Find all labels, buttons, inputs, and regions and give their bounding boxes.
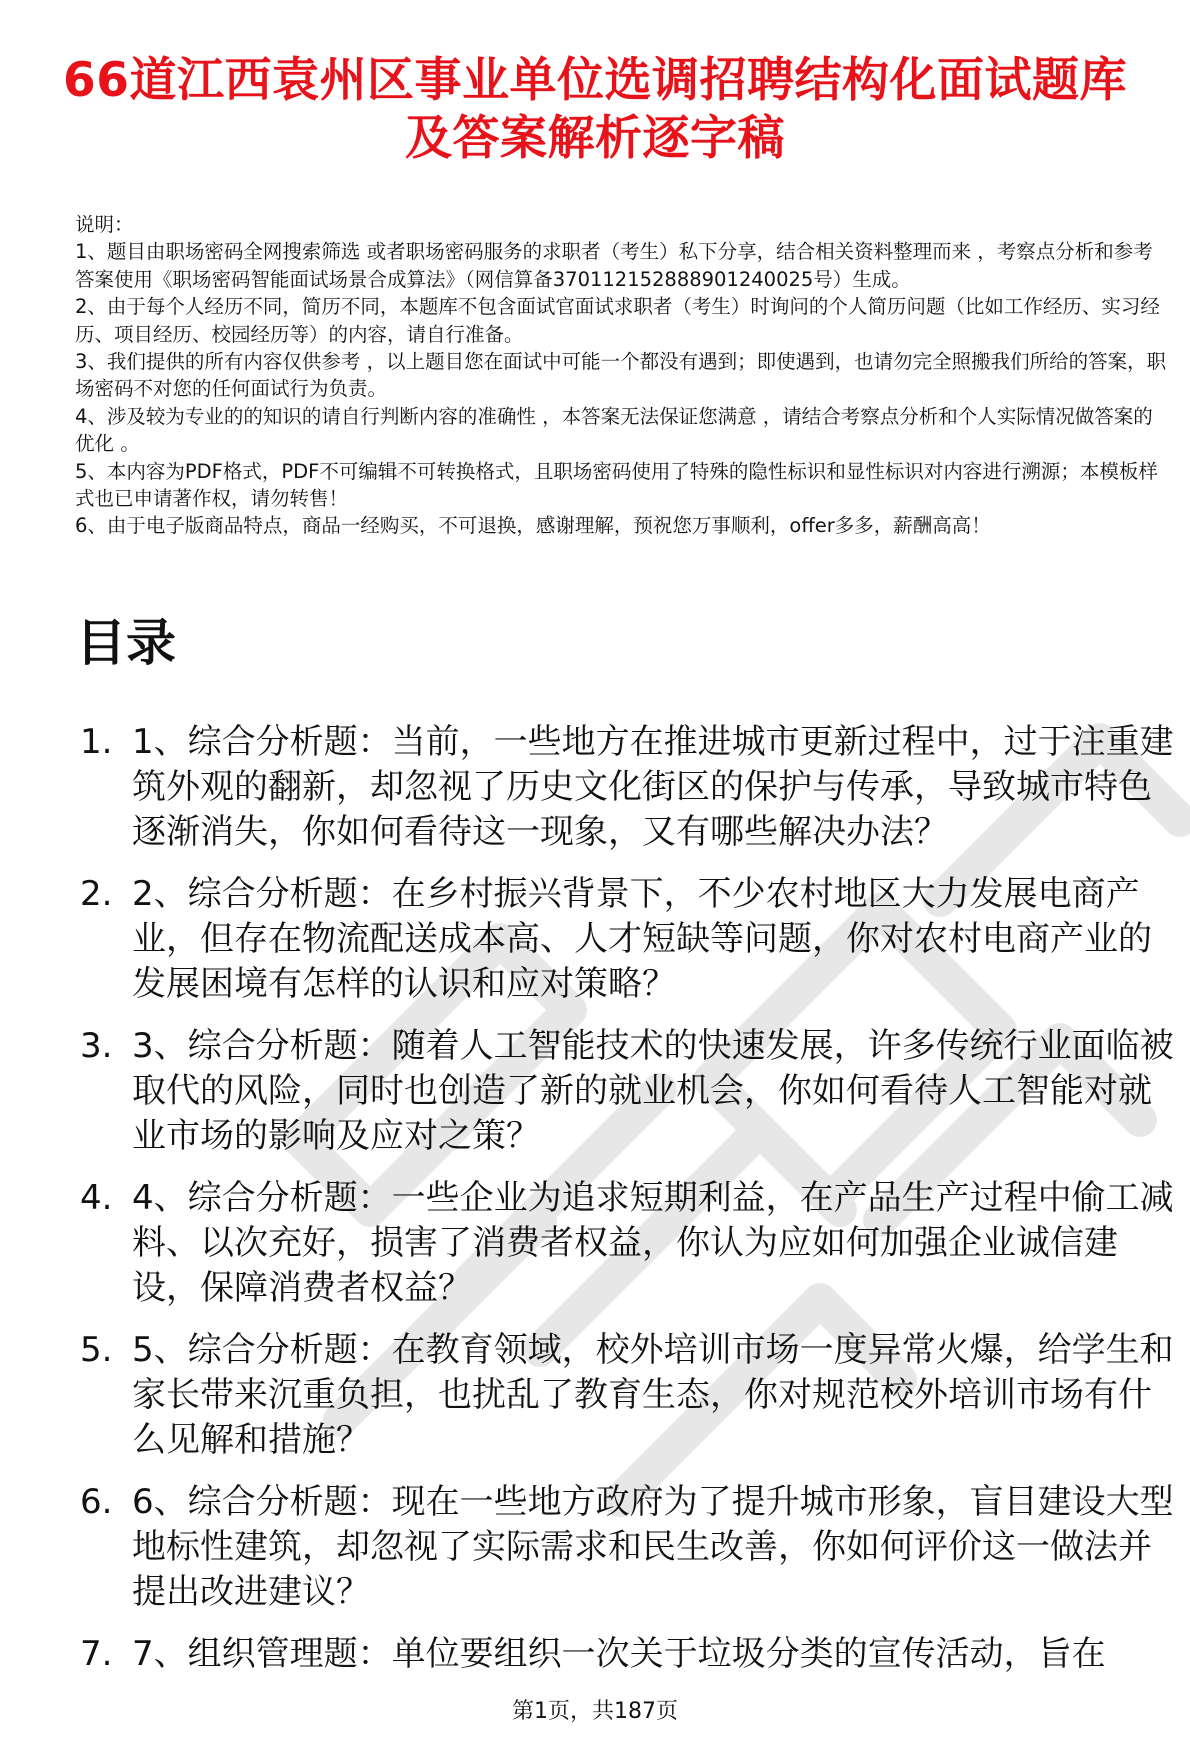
toc-item-number: 2.	[80, 874, 113, 914]
toc-item-text: 4、综合分析题：一些企业为追求短期利益，在产品生产过程中偷工减料、以次充好，损害了消费者权益，你认为应如何加强企业诚信建设，保障消费者权益？	[132, 1178, 1174, 1308]
document-title: 66道江西袁州区事业单位选调招聘结构化面试题库及答案解析逐字稿	[63, 53, 1127, 166]
toc-item[interactable]	[76, 1480, 1176, 1615]
toc-item-text: 5、综合分析题：在教育领域，校外培训市场一度异常火爆，给学生和家长带来沉重负担，也扰乱了教育生态，你对规范校外培训市场有什么见解和措施？	[132, 1330, 1174, 1460]
toc-item-text: 7、组织管理题：单位要组织一次关于垃圾分类的宣传活动，旨在	[132, 1634, 1106, 1674]
toc-heading: 目录	[76, 614, 176, 672]
toc-item-number: 3.	[80, 1026, 113, 1066]
note-item-5: 5、本内容为PDF格式，PDF不可编辑不可转换格式，且职场密码使用了特殊的隐性标识和显性标识对内容进行溯源；本模板样式也已申请著作权，请勿转售！	[75, 459, 1158, 511]
toc-item-number: 5.	[80, 1330, 113, 1370]
toc-item-number: 7.	[80, 1634, 113, 1674]
note-item-6: 6、由于电子版商品特点，商品一经购买，不可退换，感谢理解，预祝您万事顺利，offer多多，薪酬高高！	[75, 514, 991, 538]
toc-item[interactable]	[76, 1176, 1176, 1311]
note-item-3: 3、我们提供的所有内容仅供参考 ，以上题目您在面试中可能一个都没有遇到；即使遇到，也请勿完全照搬我们所给的答案，职场密码不对您的任何面试行为负责。	[75, 350, 1167, 401]
note-item-2: 2、由于每个人经历不同，简历不同，本题库不包含面试官面试求职者（考生）时询问的个人简历问题（比如工作经历、实习经历、项目经历、校园经历等）的内容，请自行准备。	[75, 295, 1160, 346]
toc-item-text: 3、综合分析题：随着人工智能技术的快速发展，许多传统行业面临被取代的风险，同时也创造了新的就业机会，你如何看待人工智能对就业市场的影响及应对之策？	[132, 1026, 1174, 1156]
notes-heading: 说明：	[75, 213, 134, 236]
note-item-1: 1、题目由职场密码全网搜索筛选 或者职场密码服务的求职者（考生）私下分享，结合相关资料整理而来 ，考察点分析和参考答案使用《职场密码智能面试场景合成算法》（网信算备370112152888901240025号）生成。	[75, 240, 1153, 291]
toc-item[interactable]	[76, 872, 1176, 1007]
page-footer: 第1页，共187页	[512, 1699, 678, 1724]
toc-item[interactable]	[76, 1632, 1176, 1677]
toc-item[interactable]	[76, 720, 1176, 855]
toc-item[interactable]	[76, 1328, 1176, 1463]
toc-item[interactable]	[76, 1024, 1176, 1159]
toc-item-number: 6.	[80, 1482, 113, 1522]
notes-section	[75, 211, 1167, 540]
toc-list	[76, 720, 1176, 1694]
toc-item-number: 1.	[80, 722, 113, 762]
toc-item-text: 2、综合分析题：在乡村振兴背景下，不少农村地区大力发展电商产业，但存在物流配送成本高、人才短缺等问题，你对农村电商产业的发展困境有怎样的认识和应对策略？	[132, 874, 1152, 1004]
toc-item-text: 6、综合分析题：现在一些地方政府为了提升城市形象，盲目建设大型地标性建筑，却忽视了实际需求和民生改善，你如何评价这一做法并提出改进建议？	[132, 1482, 1174, 1612]
toc-item-text: 1、综合分析题：当前，一些地方在推进城市更新过程中，过于注重建筑外观的翻新，却忽视了历史文化街区的保护与传承，导致城市特色逐渐消失，你如何看待这一现象，又有哪些解决办法？	[132, 722, 1174, 852]
note-item-4: 4、涉及较为专业的的知识的请自行判断内容的准确性 ，本答案无法保证您满意 ，请结合考察点分析和个人实际情况做答案的优化 。	[75, 404, 1153, 456]
toc-item-number: 4.	[80, 1178, 113, 1218]
